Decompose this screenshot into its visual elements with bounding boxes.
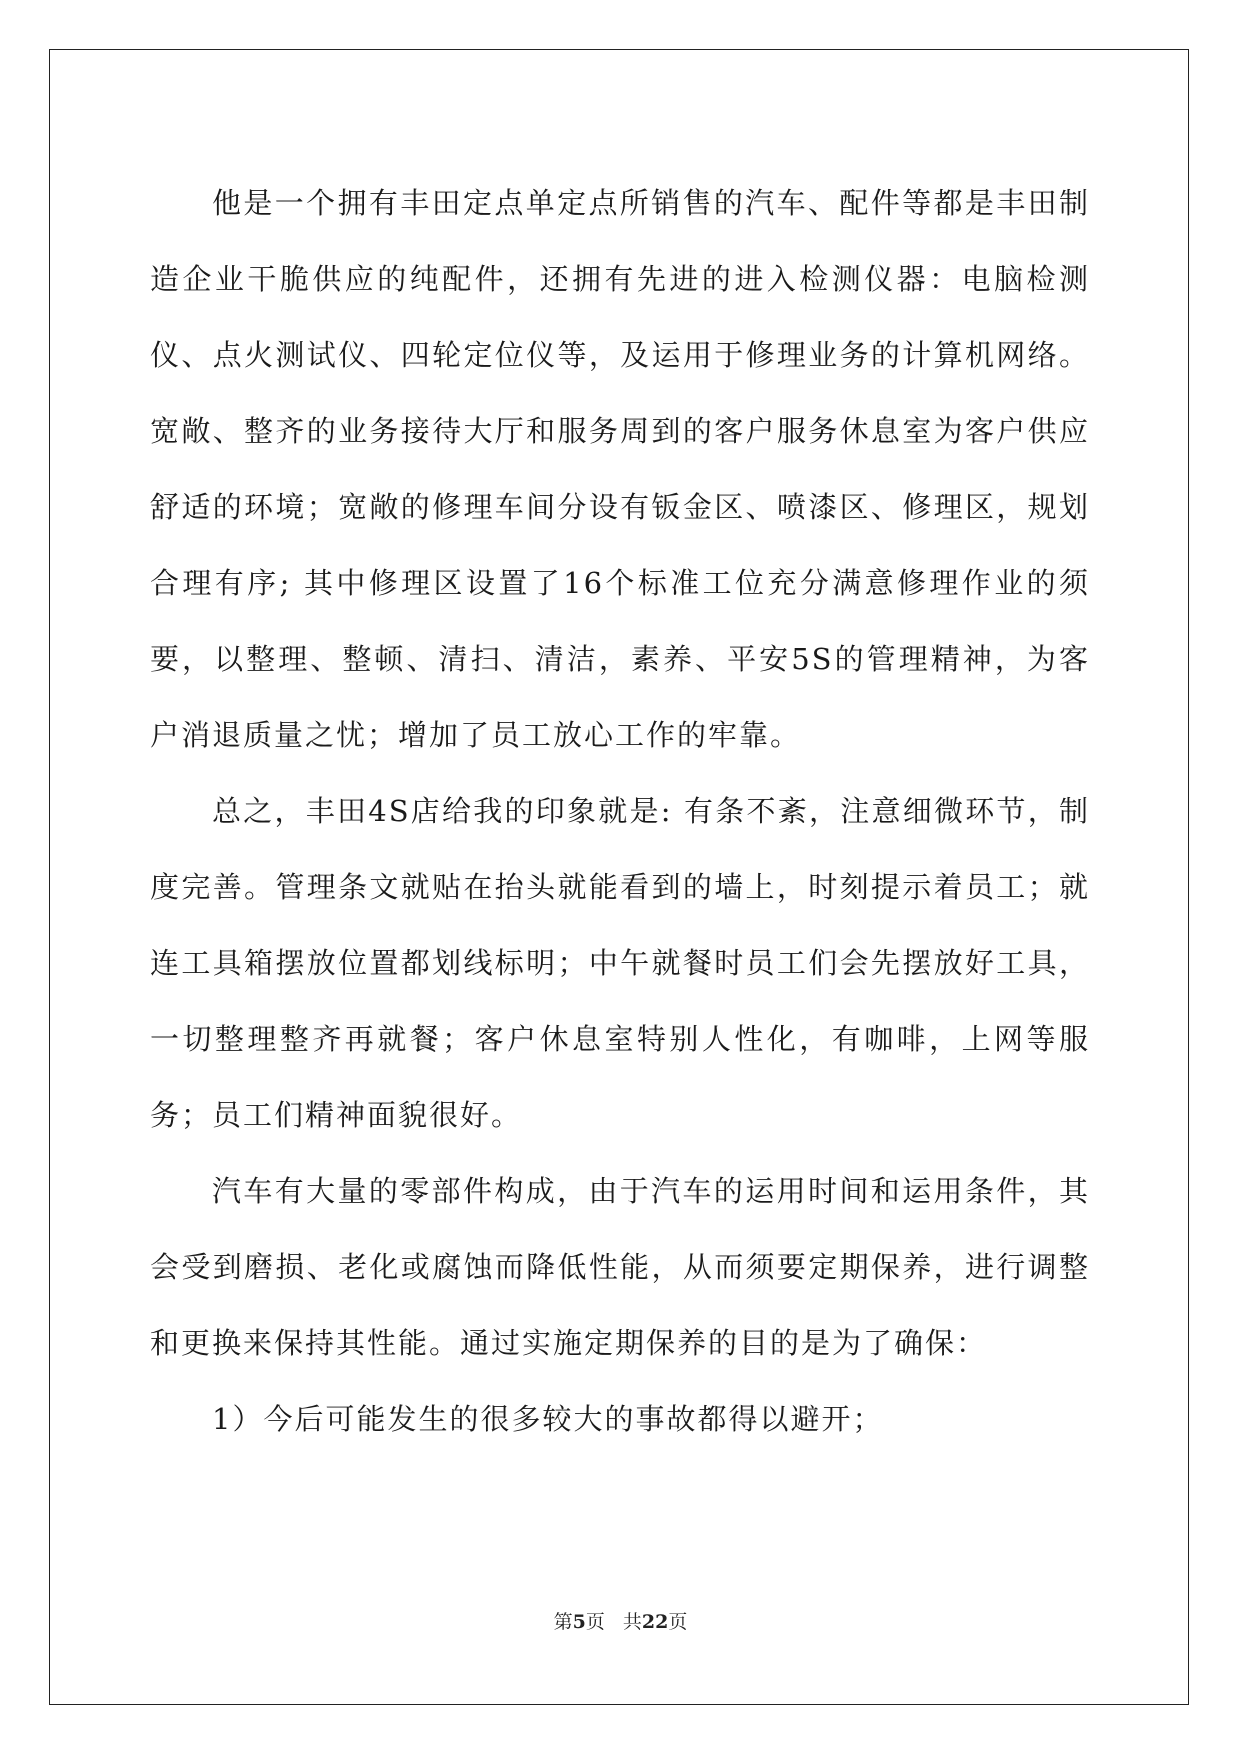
page-footer (0, 1607, 1241, 1634)
paragraph-toyota-impression: 总之，丰田4S店给我的印象就是: 有条不紊，注意细微环节，制度完善。管理条文就贴在抬头就能看到的墙上，时刻提示着员工；就连工具箱摆放位置都划线标明；中午就餐时员工们会先摆放好工具，一切整理整齐再就餐；客户休息室特别人性化，有咖啡，上网等服务；员工们精神面貌很好。 (150, 794, 1090, 1132)
paragraph-toyota-facilities: 他是一个拥有丰田定点单定点所销售的汽车、配件等都是丰田制造企业干脆供应的纯配件，还拥有先进的进入检测仪器：电脑检测仪、点火测试仪、四轮定位仪等，及运用于修理业务的计算机网络。宽敞、整齐的业务接待大厅和服务周到的客户服务休息室为客户供应舒适的环境；宽敞的修理车间分设有钣金区、喷漆区、修理区，规划合理有序; 其中修理区设置了16个标准工位充分满意修理作业的须要，以整理、整顿、清扫、清洁，素养、平安5S的管理精神，为客户消退质量之忧；增加了员工放心工作的牢靠。 (150, 186, 1090, 752)
footer-page-prefix: 第 (553, 1611, 573, 1633)
footer-page-number: 5 (572, 1611, 586, 1633)
footer-total-prefix: 共 (622, 1611, 642, 1633)
footer-total-pages: 22 (641, 1611, 669, 1633)
document-body (150, 165, 1090, 1457)
paragraph-maintenance-purpose: 汽车有大量的零部件构成，由于汽车的运用时间和运用条件，其会受到磨损、老化或腐蚀而降低性能，从而须要定期保养，进行调整和更换来保持其性能。通过实施定期保养的目的是为了确保： (150, 1174, 1090, 1360)
footer-total-suffix: 页 (668, 1611, 688, 1633)
footer-page-suffix: 页 (585, 1611, 605, 1633)
paragraph-list-item-1: 1）今后可能发生的很多较大的事故都得以避开； (212, 1402, 884, 1436)
